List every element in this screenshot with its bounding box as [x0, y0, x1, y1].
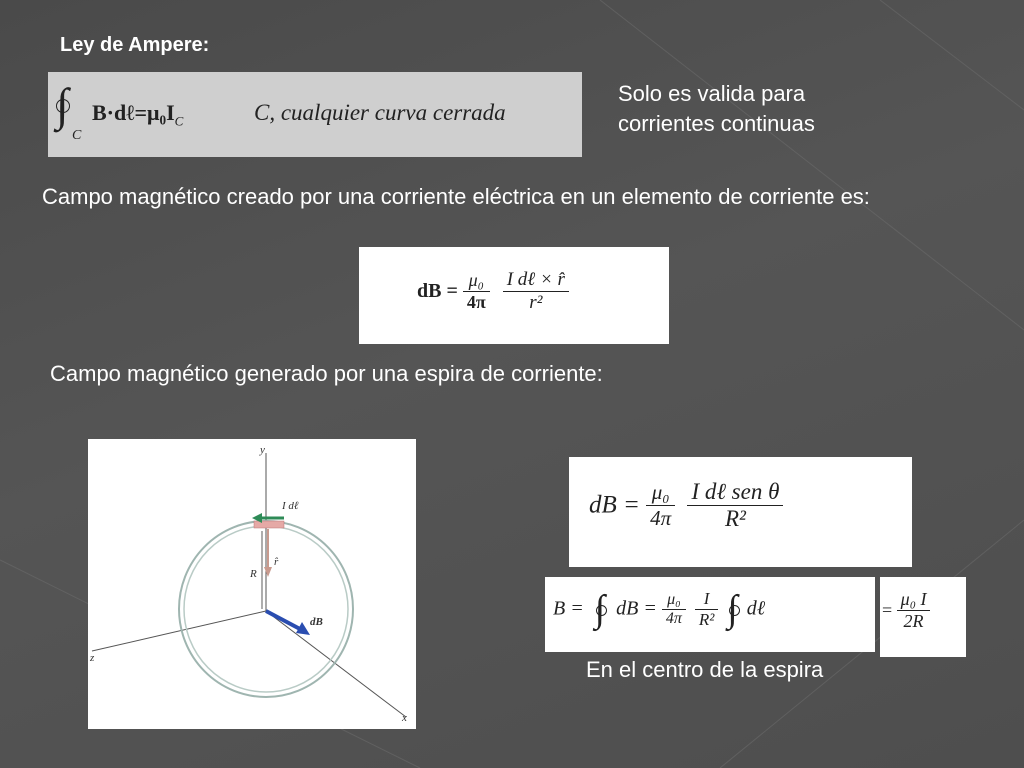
loop-b-den1: 4π	[665, 609, 682, 627]
validity-note-line2: corrientes continuas	[618, 111, 815, 136]
slide-title: Ley de Ampere:	[60, 34, 210, 56]
db-arrow	[266, 611, 300, 629]
current-loop-svg	[88, 439, 416, 729]
loop-db-den1: 4π	[650, 506, 672, 530]
loop-db-den2: R²	[724, 506, 746, 531]
ampere-lhs-subscript: C	[174, 113, 184, 129]
center-caption: En el centro de la espira	[586, 657, 824, 682]
loop-b-tail: dℓ	[746, 597, 766, 620]
biot-den1: 4π	[466, 292, 486, 312]
integral-subscript: C	[72, 128, 82, 143]
loop-b-formula	[545, 577, 875, 652]
biot-den2: r²	[529, 292, 543, 313]
x-axis-line	[266, 611, 406, 717]
z-axis-label: z	[90, 652, 95, 664]
loop-b-num1: μ₀	[662, 591, 686, 610]
rhat-label: r̂	[274, 556, 279, 568]
radius-label: R	[250, 568, 257, 580]
ampere-rhs: C, cualquier curva cerrada	[254, 100, 506, 125]
loop-result-den: 2R	[903, 611, 924, 631]
loop-result-eq: =	[882, 600, 893, 620]
loop-result-num: μ₀ I	[897, 589, 931, 611]
x-axis-label: x	[402, 712, 407, 724]
current-element-label: I dℓ	[282, 500, 299, 512]
closed-integral-symbol-1: ∫	[594, 588, 606, 630]
loop-db-lhs: dB =	[589, 491, 640, 519]
biot-num2: I dℓ × r̂	[503, 269, 569, 292]
loop-result-formula	[880, 577, 966, 657]
loop-db-num1: μ₀	[646, 480, 675, 506]
loop-description: Campo magnético generado por una espira de corriente:	[50, 361, 603, 386]
loop-db-num2: I dℓ sen θ	[687, 479, 783, 506]
biot-num1: μ₀	[463, 270, 490, 292]
loop-b-lhs: B =	[553, 597, 584, 620]
loop-b-mid: dB =	[616, 597, 657, 620]
validity-note	[618, 79, 815, 139]
biot-savart-description: Campo magnético creado por una corriente eléctrica en un elemento de corriente es:	[42, 184, 870, 209]
current-loop-diagram	[88, 439, 416, 729]
ampere-lhs: B·dℓ=μ₀I	[92, 100, 175, 125]
loop-b-num2: I	[695, 589, 718, 610]
biot-savart-formula	[359, 247, 669, 344]
biot-lhs: dB =	[417, 280, 458, 302]
current-element	[254, 521, 284, 528]
loop-b-den2: R²	[698, 609, 715, 629]
y-axis-label: y	[260, 444, 265, 456]
closed-integral-symbol: ∫	[56, 79, 69, 130]
db-label: dB	[310, 616, 323, 628]
closed-integral-symbol-2: ∫	[727, 588, 738, 630]
rhat-arrow-head	[264, 567, 272, 577]
validity-note-line1: Solo es valida para	[618, 81, 806, 106]
loop-db-formula	[569, 457, 912, 567]
ampere-law-formula	[48, 72, 582, 157]
